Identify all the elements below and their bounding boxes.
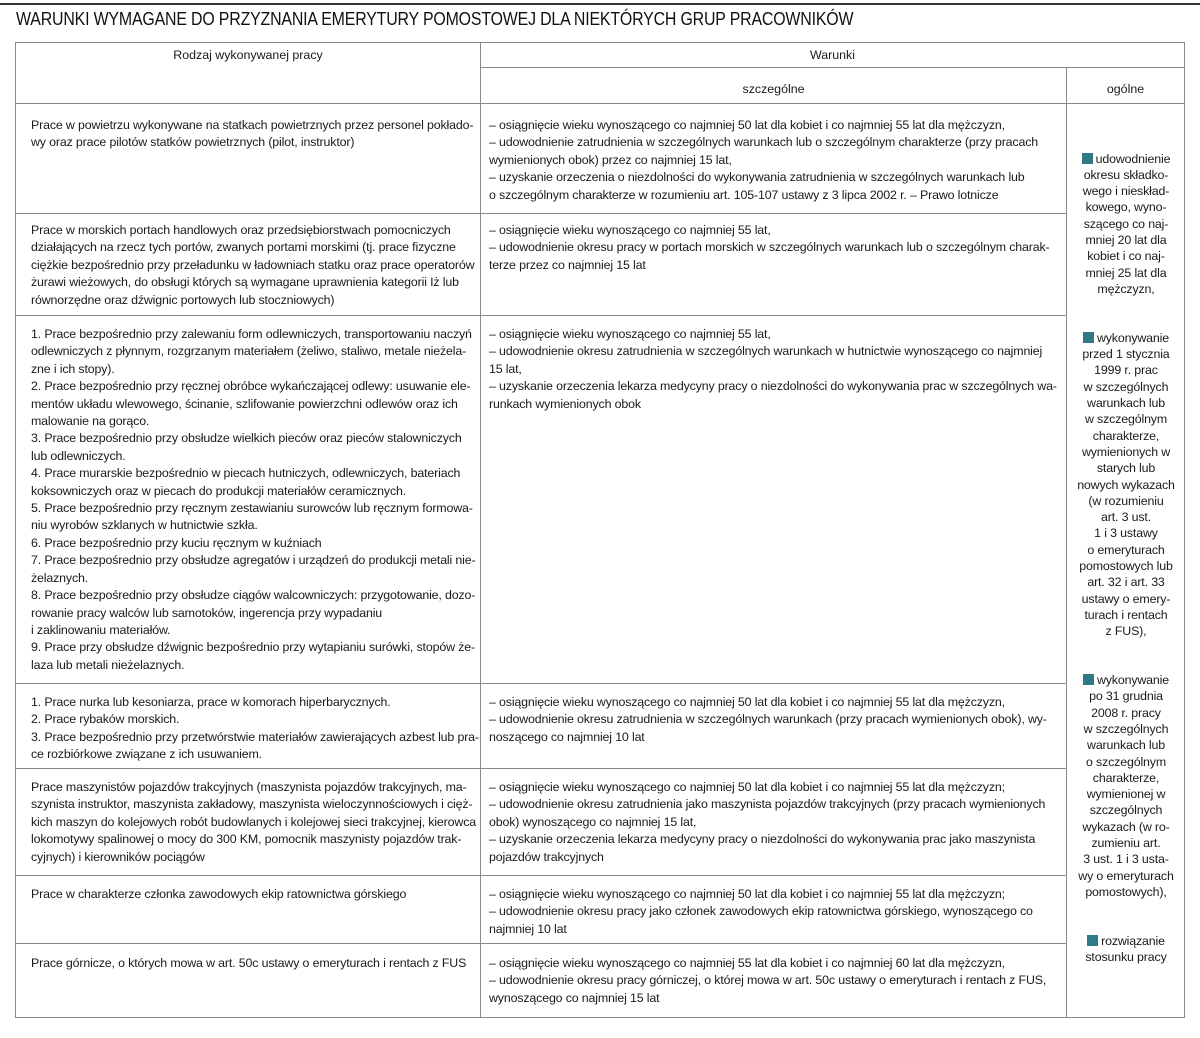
row-7-work-text: Prace górnicze, o których mowa w art. 50c ustawy o emeryturach i rentach z FUS bbox=[31, 956, 467, 970]
row-3-work-text: 1. Prace bezpośrednio przy zalewaniu form odlewniczych, transportowaniu naczyń odlewniczych z płynnym, rozgrzanym materiałem (żeliwo, staliwo, metale nieżela- zne i ich stopy). 2. Prace bezpośrednio przy ręcznej obróbce wykańczającej odlewy: usuwanie ele- mentów układu wlewowego, ścinanie, szlifowanie powierzchni odlewów oraz ich malowanie na gorąco. 3. Prace bezpośrednio przy obsłudze wielkich pieców oraz pieców stalowniczych lub odlewniczych. 4. Prace murarskie bezpośrednio w piecach hutniczych, odlewniczych, bateriach koksowniczych oraz w piecach do produkcji materiałów ceramicznych. 5. Prace bezpośrednio przy ręcznym zestawianiu surowców lub ręcznym formowa- niu wyrobów szklanych w hutnictwie szkła. 6. Prace bezpośrednio przy kuciu ręcznym w kuźniach 7. Prace bezpośrednio przy obsłudze agregatów i urządzeń do produkcji metali nie- żelaznych. 8. Prace bezpośrednio przy obsłudze ciągów walcowniczych: przygotowanie, dozo- rowanie pracy walców lub samotoków, ingerencja przy wypadaniu i zaklinowaniu materiałów. 9. Prace przy obsłudze dźwignic bezpośrednio przy wytapianiu surówki, stopów że- laza lub metali nieżelaznych. bbox=[31, 327, 476, 672]
general-conditions-list bbox=[1071, 118, 1181, 982]
header-specific-label: szczególne bbox=[742, 82, 805, 96]
top-rule bbox=[0, 3, 1200, 5]
row-5-work-text: Prace maszynistów pojazdów trakcyjnych (maszynista pojazdów trakcyjnych, ma- szynista instruktor, maszynista zakładowy, maszynista wieloczynnościowych i cięż- kich maszyn do kolejowych robót budowlanych i kolejowej sieci trakcyjnej, kierowca lokomotywy spalinowej o mocy do 300 KM, pomocnik maszynisty pojazdów trak- cyjnych) i kierowników pociągów bbox=[31, 780, 476, 864]
general-item-4-text: rozwiązanie stosunku pracy bbox=[1085, 933, 1167, 965]
general-item-3-text: wykonywanie po 31 grudnia 2008 r. pracy w szczególnych warunkach lub o szczególnym charakterze, wymienionej w szczególnych wykazach (w ro- zumieniu art. 3 ust. 1 i 3 usta- wy o emeryturach pomostowych), bbox=[1078, 673, 1174, 899]
row-4-work-text: 1. Prace nurka lub kesoniarza, prace w komorach hiperbarycznych. 2. Prace rybaków morskich. 3. Prace bezpośrednio przy przetwórstwie materiałów zawierających azbest lub pra- ce rozbiórkowe związane z ich usuwaniem. bbox=[31, 695, 479, 762]
header-work-type-label: Rodzaj wykonywanej pracy bbox=[173, 48, 323, 62]
row-2-work-text: Prace w morskich portach handlowych oraz przedsiębiorstwach pomocniczych działających na rzecz tych portów, zwanych portami morskimi (tj. prace fizyczne ciężkie bezpośrednio przy przeładunku w ładowniach statku oraz prace operatorów żurawi wieżowych, do obsługi których są wymagane uprawnienia kategorii Iż lub równorzędne oraz dźwignic portowych lub stoczniowych) bbox=[31, 223, 475, 307]
square-bullet-icon bbox=[1082, 153, 1093, 164]
general-item-4 bbox=[1071, 933, 1181, 966]
square-bullet-icon bbox=[1083, 332, 1094, 343]
square-bullet-icon bbox=[1087, 935, 1098, 946]
square-bullet-icon bbox=[1083, 674, 1094, 685]
general-item-2-text: wykonywanie przed 1 stycznia 1999 r. prac w szczególnych warunkach lub w szczególnym charakterze, wymienionych w starych lub nowych wykazach (w rozumieniu art. 3 ust. 1 i 3 ustawy o emeryturach pomostowych lub art. 32 i art. 33 ustawy o emery- turach i rentach z FUS), bbox=[1077, 330, 1175, 639]
general-item-2 bbox=[1071, 330, 1181, 640]
general-item-1-text: udowodnienie okresu składko- wego i nieskład- kowego, wyno- szącego co naj- mniej 20 lat dla kobiet i co naj- mniej 25 lat dla mężczyzn, bbox=[1082, 151, 1171, 296]
page-title: WARUNKI WYMAGANE DO PRZYZNANIA EMERYTURY POMOSTOWEJ DLA NIEKTÓRYCH GRUP PRACOWNIKÓW bbox=[16, 8, 854, 29]
row-6-conditions-text: – osiągnięcie wieku wynoszącego co najmniej 50 lat dla kobiet i co najmniej 55 lat dla mężczyzn; – udowodnienie okresu pracy jako członek zawodowych ekip ratownictwa górskiego, wynoszącego co najmniej 10 lat bbox=[489, 887, 1033, 936]
row-2-conditions-text: – osiągnięcie wieku wynoszącego co najmniej 55 lat, – udowodnienie okresu pracy w portach morskich w szczególnych warunkach lub o szczególnym charak- terze przez co najmniej 15 lat bbox=[489, 223, 1050, 272]
row-4-conditions-text: – osiągnięcie wieku wynoszącego co najmniej 50 lat dla kobiet i co najmniej 55 lat dla mężczyzn, – udowodnienie okresu zatrudnienia w szczególnych warunkach (przy pracach wymienionych obok), wy- noszącego co najmniej 10 lat bbox=[489, 695, 1047, 744]
row-1-conditions-text: – osiągnięcie wieku wynoszącego co najmniej 50 lat dla kobiet i co najmniej 55 lat dla mężczyzn, – udowodnienie zatrudnienia w szczególnych warunkach lub o szczególnym charakterze (przy pracach wymienionych obok) przez co najmniej 15 lat, – uzyskanie orzeczenia o niezdolności do wykonywania zatrudnienia w szczególnych warunkach lub o szczególnym charakterze w rozumieniu art. 105-107 ustawy z 3 lipca 2002 r. – Prawo lotnicze bbox=[489, 118, 1038, 202]
row-7-conditions-text: – osiągnięcie wieku wynoszącego co najmniej 55 lat dla kobiet i co najmniej 60 lat dla mężczyzn, – udowodnienie okresu pracy górniczej, o której mowa w art. 50c ustawy o emeryturach i rentach z FUS, wynoszącego co najmniej 15 lat bbox=[489, 956, 1047, 1005]
general-item-1 bbox=[1071, 151, 1181, 298]
row-6-work-text: Prace w charakterze członka zawodowych ekip ratownictwa górskiego bbox=[31, 887, 407, 901]
general-item-3 bbox=[1071, 672, 1181, 900]
row-3-conditions-text: – osiągnięcie wieku wynoszącego co najmniej 55 lat, – udowodnienie okresu zatrudnienia w szczególnych warunkach w hutnictwie wynoszącego co najmniej 15 lat, – uzyskanie orzeczenia lekarza medycyny pracy o niezdolności do wykonywania prac w szczególnych wa- runkach wymienionych obok bbox=[489, 327, 1057, 411]
row-1-work-text: Prace w powietrzu wykonywane na statkach powietrznych przez personel pokłado- wy oraz prace pilotów statków powietrznych (pilot, instruktor) bbox=[31, 118, 474, 150]
header-general-label: ogólne bbox=[1106, 82, 1145, 96]
row-5-conditions-text: – osiągnięcie wieku wynoszącego co najmniej 50 lat dla kobiet i co najmniej 55 lat dla mężczyzn; – udowodnienie okresu zatrudnienia jako maszynista pojazdów trakcyjnych (przy pracach wymienionych obok) wynoszącego co najmniej 15 lat, – uzyskanie orzeczenia lekarza medycyny pracy o niezdolności do wykonywania prac jako maszynista pojazdów trakcyjnych bbox=[489, 780, 1046, 864]
header-conditions-label: Warunki bbox=[810, 48, 855, 62]
